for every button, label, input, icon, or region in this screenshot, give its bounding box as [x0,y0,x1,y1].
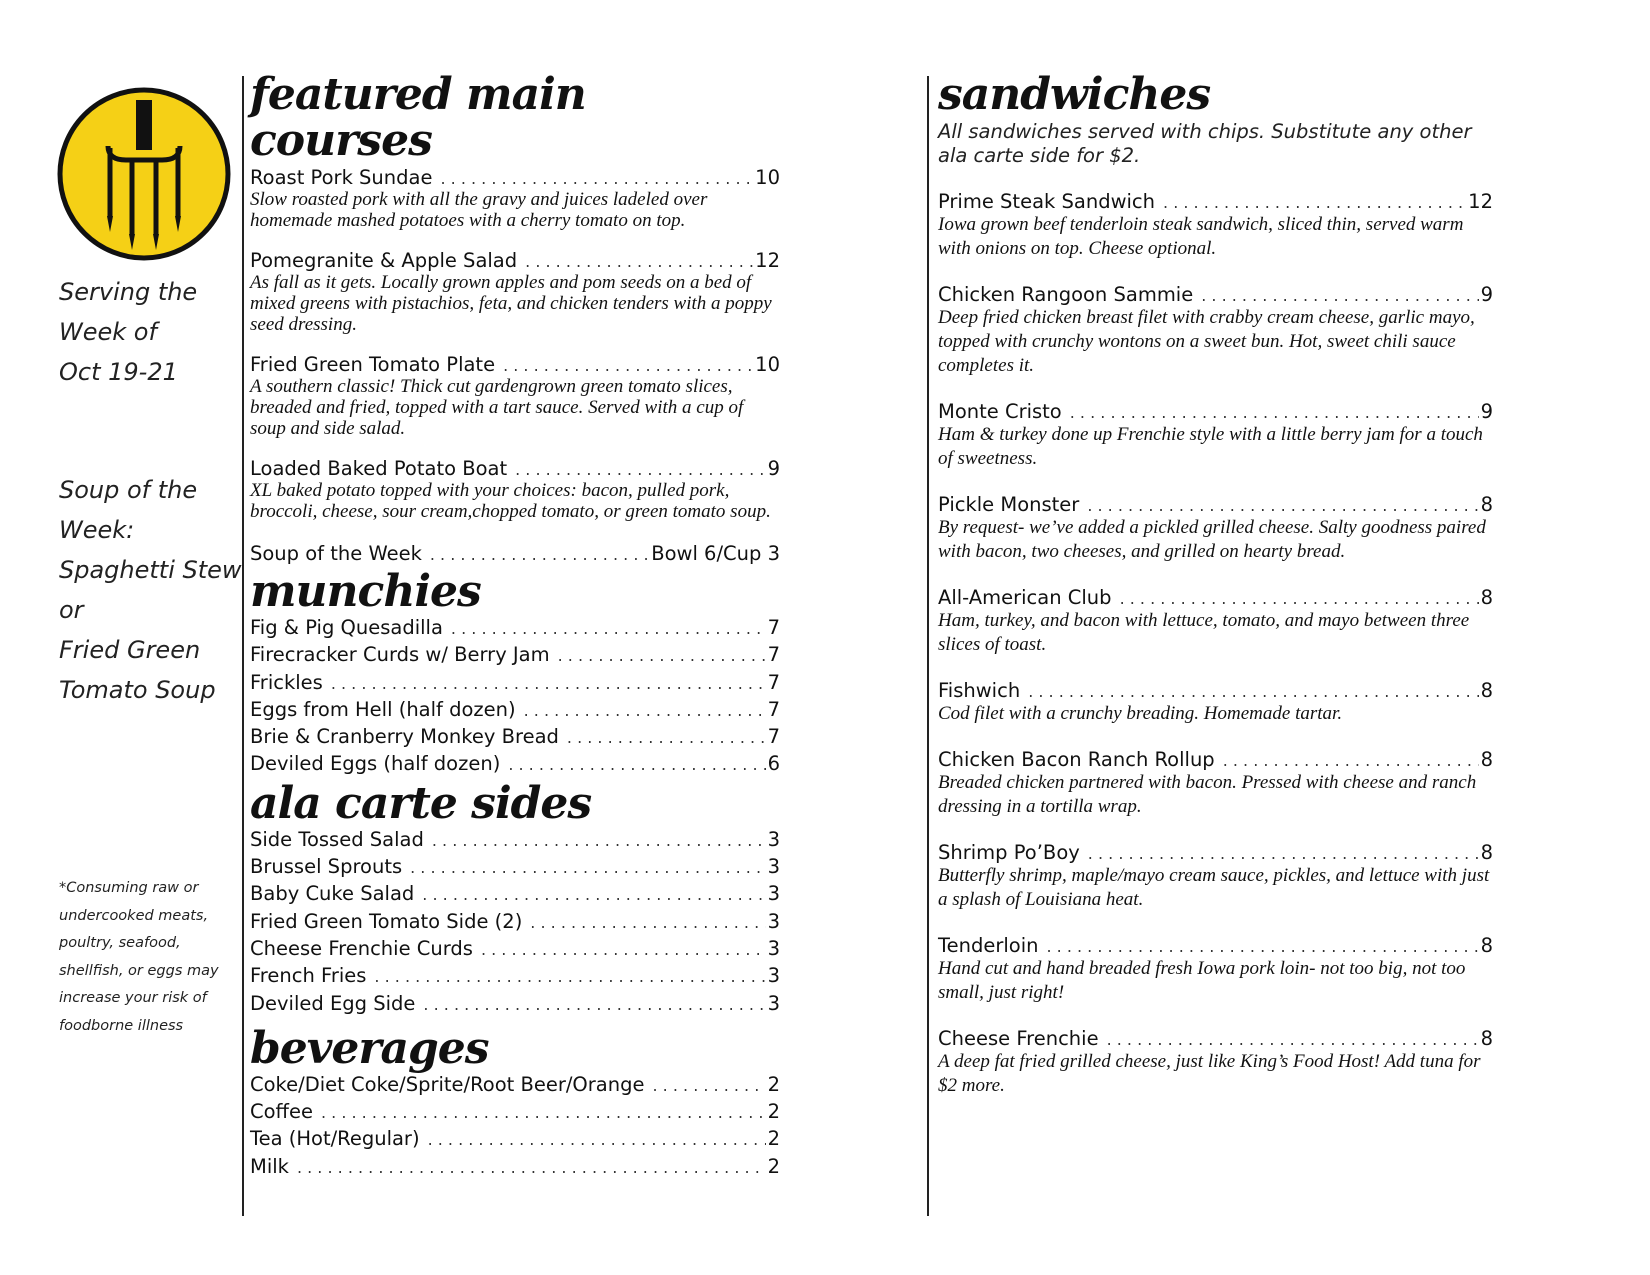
beverages-list [250,1072,780,1181]
item-name: Shrimp Po’Boy [938,841,1080,864]
list-item [250,615,780,642]
item-price: 7 [767,616,780,639]
item-name: Fried Green Tomato Plate [250,353,496,376]
item-name: Cheese Frenchie Curds [250,936,473,960]
leader-dots [1163,193,1466,212]
list-item [250,724,780,751]
item-name: Cheese Frenchie [938,1027,1099,1050]
item-price: 8 [1480,841,1493,864]
sandwiches-intro: All sandwiches served with chips. Substitute any other ala carte side for $2. [938,120,1472,167]
soup-line: Tomato Soup [59,676,216,704]
item-description: By request- we’ve added a pickled grilled cheese. Salty goodness paired with bacon, two cheeses, and grilled on hearty bread. [938,517,1486,562]
menu-item [938,841,1493,912]
leader-dots [428,1127,766,1153]
item-name: Fried Green Tomato Side (2) [250,909,523,933]
item-price: 3 [767,936,780,960]
leader-dots [451,616,766,642]
menu-item [938,190,1493,261]
item-price: 2 [767,1127,780,1151]
item-name: Coke/Diet Coke/Sprite/Root Beer/Orange [250,1072,645,1096]
item-description: Iowa grown beef tenderloin steak sandwich, sliced thin, served warm with onions on top. Cheese optional. [938,214,1464,259]
item-name: Pickle Monster [938,493,1080,516]
item-name: Soup of the Week [250,542,422,565]
leader-dots [430,545,649,564]
item-price: 6 [767,752,780,776]
center-divider [927,76,929,1216]
menu-item [250,457,780,522]
leader-dots [524,698,766,724]
menu-item [250,353,780,439]
item-name: Monte Cristo [938,400,1062,423]
item-description: Ham & turkey done up Frenchie style with a little berry jam for a touch of sweetness. [938,424,1483,469]
item-description: XL baked potato topped with your choices: bacon, pulled pork, broccoli, cheese, sour cream,chopped tomato, or green tomato soup. [250,480,771,522]
menu-item [250,166,780,231]
leader-dots [1088,844,1479,863]
soup-line: Soup of the [59,476,198,504]
item-price: 7 [767,643,780,667]
menu-column-right [938,69,1493,1098]
item-price: 9 [1480,283,1493,306]
item-description: Hand cut and hand breaded fresh Iowa pork loin- not too big, not too small, just right! [938,958,1466,1003]
leader-dots [1201,286,1478,305]
leader-dots [321,1100,766,1126]
item-price: Bowl 6/Cup 3 [651,542,780,565]
leader-dots [530,910,765,936]
menu-item [938,586,1493,657]
item-price: 3 [767,855,780,879]
item-price: 2 [767,1100,780,1124]
soup-line: Week: [59,516,135,544]
item-description: As fall as it gets. Locally grown apples and pom seeds on a bed of mixed greens with pistachios, feta, and chicken tenders with a poppy seed dressing. [250,272,772,335]
leader-dots [525,252,753,271]
item-name: Brussel Sprouts [250,855,403,879]
item-name: Deviled Eggs (half dozen) [250,752,501,776]
list-item [250,697,780,724]
list-item [250,1099,780,1126]
item-name: Deviled Egg Side [250,991,416,1015]
leader-dots [1070,403,1479,422]
leader-dots [422,882,765,908]
item-price: 10 [755,353,780,376]
item-price: 8 [1480,679,1493,702]
serving-line: Week of [59,318,157,346]
serving-line: Oct 19-21 [59,358,178,386]
list-item [250,963,780,990]
leader-dots [423,992,765,1018]
item-description: Breaded chicken partnered with bacon. Pressed with cheese and ranch dressing in a tortilla wrap. [938,772,1477,817]
item-price: 7 [767,697,780,721]
leader-dots [410,855,765,881]
item-price: 8 [1480,493,1493,516]
featured-title: featured main courses [250,69,586,166]
leader-dots [1107,1030,1479,1049]
sandwiches-title: sandwiches [938,69,1211,120]
pitchfork-icon [56,86,232,262]
item-price: 3 [767,991,780,1015]
soup-line: Spaghetti Stew [59,556,242,584]
leader-dots [1046,937,1478,956]
list-item [250,827,780,854]
item-name: Baby Cuke Salad [250,882,415,906]
item-price: 9 [767,457,780,480]
menu-item [938,400,1493,471]
item-price: 8 [1480,586,1493,609]
item-name: Coffee [250,1100,313,1124]
menu-item [938,283,1493,378]
food-safety-disclaimer: *Consuming raw or undercooked meats, poultry, seafood, shellfish, or eggs may increase your risk of foodborne illness [59,880,219,1034]
item-name: Chicken Rangoon Sammie [938,283,1194,306]
soup-of-week-note [59,470,242,710]
list-item [250,642,780,669]
list-item [250,909,780,936]
item-price: 3 [767,909,780,933]
list-item [250,1126,780,1153]
item-description: Butterfly shrimp, maple/mayo cream sauce, pickles, and lettuce with just a splash of Louisiana heat. [938,865,1490,910]
item-name: Pomegranite & Apple Salad [250,249,518,272]
menu-item [938,1027,1493,1098]
item-description: Ham, turkey, and bacon with lettuce, tomato, and mayo between three slices of toast. [938,610,1470,655]
leader-dots [440,169,753,188]
item-price: 10 [755,166,780,189]
item-name: French Fries [250,964,367,988]
leader-dots [374,964,765,990]
sides-title: ala carte sides [250,777,592,829]
list-item [250,1072,780,1099]
item-name: Loaded Baked Potato Boat [250,457,508,480]
item-name: Chicken Bacon Ranch Rollup [938,748,1215,771]
list-item [250,751,780,778]
item-name: Fig & Pig Quesadilla [250,616,443,639]
soup-line: Fried Green [59,636,201,664]
munchies-list [250,615,780,779]
leader-dots [503,356,753,375]
leader-dots [653,1073,766,1099]
menu-item [938,493,1493,564]
item-price: 3 [767,827,780,851]
munchies-title: munchies [250,566,481,617]
item-description: A southern classic! Thick cut gardengrown green tomato slices, breaded and fried, topped with a tart sauce. Served with a cup of soup and side salad. [250,376,744,439]
menu-item [938,934,1493,1005]
item-price: 9 [1480,400,1493,423]
item-price: 8 [1480,1027,1493,1050]
leader-dots [1223,751,1479,770]
leader-dots [508,752,765,778]
item-price: 7 [767,670,780,694]
item-name: Frickles [250,670,323,694]
item-price: 7 [767,725,780,749]
item-price: 2 [767,1154,780,1178]
item-name: Eggs from Hell (half dozen) [250,697,516,721]
leader-dots [515,460,765,479]
leader-dots [331,671,766,697]
item-description: A deep fat fried grilled cheese, just like King’s Food Host! Add tuna for $2 more. [938,1051,1481,1096]
menu-item [250,542,780,565]
serving-week-note [59,272,197,392]
menu-item [938,748,1493,819]
item-name: Prime Steak Sandwich [938,190,1156,213]
list-item [250,1154,780,1181]
list-item [250,881,780,908]
list-item [250,991,780,1018]
item-description: Slow roasted pork with all the gravy and juices ladeled over homemade mashed potatoes with a cherry tomato on top. [250,189,708,231]
item-description: Deep fried chicken breast filet with crabby cream cheese, garlic mayo, topped with crunchy wontons on a sweet bun. Hot, sweet chili sauce completes it. [938,307,1475,376]
soup-line: or [59,596,84,624]
item-price: 3 [767,882,780,906]
item-name: Side Tossed Salad [250,827,424,851]
menu-column-left [250,69,780,1181]
beverages-title: beverages [250,1022,489,1074]
serving-line: Serving the [59,278,198,306]
leader-dots [567,725,766,751]
item-price: 3 [767,964,780,988]
item-price: 2 [767,1072,780,1096]
list-item [250,854,780,881]
list-item [250,936,780,963]
item-name: Milk [250,1154,289,1178]
item-name: Tenderloin [938,934,1039,957]
sides-list [250,827,780,1018]
leader-dots [1087,496,1478,515]
item-description: Cod filet with a crunchy breading. Homemade tartar. [938,703,1343,724]
item-name: Tea (Hot/Regular) [250,1127,420,1151]
item-name: Firecracker Curds w/ Berry Jam [250,643,550,667]
item-name: Brie & Cranberry Monkey Bread [250,725,559,749]
leader-dots [432,828,766,854]
leader-dots [1028,682,1478,701]
left-divider [242,76,244,1216]
item-price: 12 [1468,190,1493,213]
leader-dots [297,1155,766,1181]
item-price: 12 [755,249,780,272]
item-name: Roast Pork Sundae [250,166,433,189]
leader-dots [481,937,766,963]
leader-dots [558,643,766,669]
menu-item [938,679,1493,726]
item-name: All-American Club [938,586,1112,609]
menu-item [250,249,780,335]
item-name: Fishwich [938,679,1021,702]
leader-dots [1120,589,1479,608]
item-price: 8 [1480,934,1493,957]
list-item [250,670,780,697]
item-price: 8 [1480,748,1493,771]
